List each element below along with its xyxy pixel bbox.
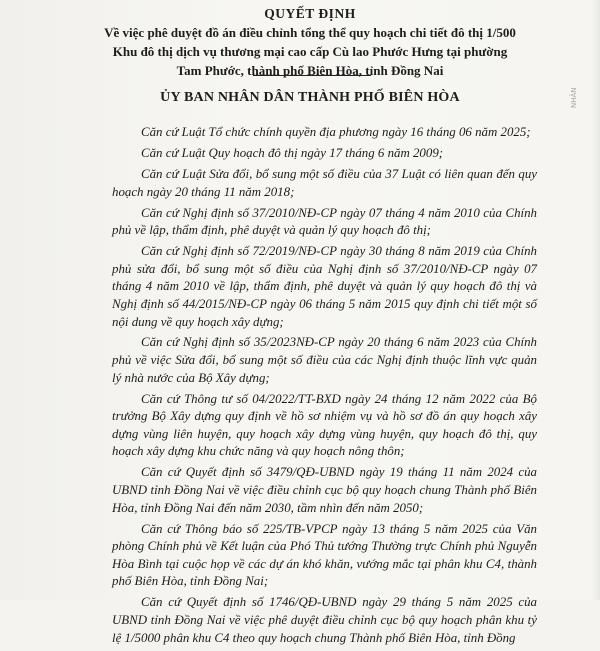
legal-basis-paragraph: Căn cứ Thông báo số 225/TB-VPCP ngày 13 tháng 5 năm 2025 của Văn phòng Chính phủ về Kết luận của Phó Thủ tướng Thường trực Chính phủ Nguyễn Hòa Bình tại cuộc họp về các dự án khó khăn, vướng mắc tại phân khu C4, thành phố Biên Hòa, tỉnh Đồng Nai; (112, 521, 537, 589)
decision-subject-line-1: Về việc phê duyệt đồ án điều chỉnh tổng thể quy hoạch chi tiết đô thị 1/500 (104, 25, 516, 40)
decision-subject-line-2: Khu đô thị dịch vụ thương mại cao cấp Cù lao Phước Hưng tại phường (112, 44, 508, 59)
legal-basis-paragraph: Căn cứ Nghị định số 72/2019/NĐ-CP ngày 30 tháng 8 năm 2019 của Chính phủ sửa đổi, bổ sung một số điều của Nghị định số 37/2010/NĐ-CP ngày 07 tháng 4 năm 2010 về lập, thẩm định, phê duyệt và quản lý quy hoạch đô thị và Nghị định số 44/2015/NĐ-CP ngày 06 tháng 5 năm 2015 quy định chi tiết một số nội dung về quy hoạch xây dựng; (112, 244, 537, 329)
legal-basis-paragraph: Căn cứ Luật Sửa đổi, bổ sung một số điều của 37 Luật có liên quan đến quy hoạch ngày 20 tháng 11 năm 2018; (112, 166, 537, 199)
legal-basis-paragraph: Căn cứ Thông tư số 04/2022/TT-BXD ngày 24 tháng 12 năm 2022 của Bộ trưởng Bộ Xây dựng quy định về hồ sơ nhiệm vụ và hồ sơ đồ án quy hoạch xây dựng vùng liên huyện, quy hoạch xây dựng vùng huyện, quy hoạch đô thị, quy hoạch xây dựng khu chức năng và quy hoạch nông thôn; (112, 391, 537, 459)
legal-basis-paragraph: Căn cứ Nghị định số 37/2010/NĐ-CP ngày 07 tháng 4 năm 2010 của Chính phủ về lập, thẩm định, phê duyệt và quản lý quy hoạch đô thị; (112, 205, 537, 238)
legal-basis-paragraph: Căn cứ Luật Quy hoạch đô thị ngày 17 tháng 6 năm 2009; (141, 145, 444, 160)
page-edge-shadow (592, 0, 600, 600)
legal-basis-body (112, 124, 537, 651)
header-divider (253, 75, 371, 76)
decision-subject-line-3: Tam Phước, thành phố Biên Hòa, tỉnh Đồng Nai (176, 63, 444, 78)
issuing-authority: ỦY BAN NHÂN DÂN THÀNH PHỐ BIÊN HÒA (160, 90, 460, 105)
margin-stamp: NHÂN (570, 87, 578, 108)
legal-basis-paragraph: Căn cứ Quyết định số 1746/QĐ-UBND ngày 29 tháng 5 năm 2025 của UBND tỉnh Đồng Nai về việc phê duyệt điều chỉnh cục bộ quy hoạch phân khu tỷ lệ 1/5000 phân khu C4 theo quy hoạch chung Thành phố Biên Hòa, tỉnh Đồng (112, 595, 537, 645)
legal-basis-paragraph: Căn cứ Nghị định số 35/2023NĐ-CP ngày 20 tháng 6 năm 2023 của Chính phủ về việc Sửa đổi, bổ sung một số điều của các Nghị định thuộc lĩnh vực quản lý nhà nước của Bộ Xây dựng; (112, 335, 537, 385)
legal-basis-paragraph: Căn cứ Luật Tổ chức chính quyền địa phương ngày 16 tháng 06 năm 2025; (141, 125, 531, 139)
decision-header (60, 4, 560, 80)
decision-title: QUYẾT ĐỊNH (264, 6, 356, 21)
legal-basis-paragraph: Căn cứ Quyết định số 3479/QĐ-UBND ngày 19 tháng 11 năm 2024 của UBND tỉnh Đồng Nai về việc điều chỉnh cục bộ quy hoạch chung Thành phố Biên Hòa, tỉnh Đồng Nai đến năm 2030, tầm nhìn đến năm 2050; (112, 465, 537, 515)
